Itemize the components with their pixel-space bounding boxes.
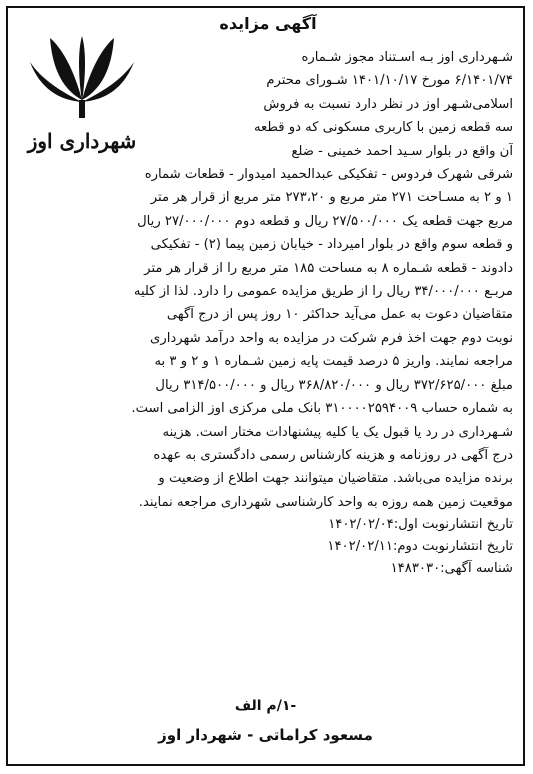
body-line: شـهرداری در رد یا قبول یک یا کلیه پیشنهادات مختار است. هزینه: [162, 424, 513, 440]
signature: مسعود کراماتی - شهردار اوز: [158, 726, 373, 744]
body-line: ۱ و ۲ به مسـاحت ۲۷۱ متر مربع و ۲۷۳،۲۰ متر مربع از قرار هر متر: [150, 190, 513, 206]
body-line: به شماره حساب ۳۱۰۰۰۰۲۵۹۴۰۰۹ بانک ملی مرکزی اوز الزامی است.: [131, 401, 513, 417]
notice-id: شناسه آگهی:۱۴۸۳۰۳۰: [390, 561, 513, 577]
body-line: متقاضیان دعوت به عمل می‌آید حداکثر ۱۰ روز پس از درج آگهی: [166, 307, 513, 323]
body-line: و قطعه سوم واقع در بلوار امیرداد - خیابان زمین پیما (۲) - تفکیکی: [150, 237, 513, 253]
body-line: مراجعه نمایند. واریز ۵ درصد قیمت پایه زمین شـماره ۱ و ۲ و ۳ به: [154, 354, 513, 370]
body-line: مربع جهت قطعه یک ۲۷/۵۰۰/۰۰۰ ریال و قطعه دوم ۲۷/۰۰۰/۰۰۰ ریال: [137, 213, 513, 229]
body-line: شرقی شهرک فردوس - تفکیکی عبدالحمید امیدوار - قطعات شماره: [144, 167, 513, 183]
notice-body: [13, 46, 513, 580]
publish-date-first: تاریخ انتشارنوبت اول:۱۴۰۲/۰۲/۰۴: [328, 517, 513, 533]
notice-frame: [6, 6, 525, 766]
body-line: موقعیت زمین همه روزه به واحد کارشناسی شهرداری مراجعه نمایند.: [138, 494, 513, 510]
body-line: دادوند - قطعه شـماره ۸ به مساحت ۱۸۵ متر مربع را از قرار هر متر: [144, 260, 513, 276]
body-line: مربـع ۳۴/۰۰۰/۰۰۰ ریال را از طریق مزایده عمومی را دارد. لذا از کلیه: [133, 284, 513, 300]
body-line: مبلغ ۳۷۲/۶۲۵/۰۰۰ ریال و ۳۶۸/۸۲۰/۰۰۰ ریال و ۳۱۴/۵۰۰/۰۰۰ ریال: [155, 377, 513, 393]
logo-text: شهرداری اوز: [27, 129, 137, 153]
reference-code: -۱/م الف: [234, 698, 297, 714]
body-line: اسلامی‌شـهر اوز در نظر دارد نسبت به فروش: [263, 96, 513, 112]
body-line: ۶/۱۴۰۱/۷۴ مورخ ۱۴۰۱/۱۰/۱۷ شـورای محترم: [266, 73, 513, 89]
notice-title: آگهی مزایده: [219, 14, 317, 33]
body-line: برنده مزایده می‌باشد. متقاضیان میتوانند جهت اطلاع از وضعیت و: [158, 471, 513, 487]
body-line: نوبت دوم جهت اخذ فرم شرکت در مزایده به واحد درآمد شهرداری: [150, 330, 513, 346]
body-line: سه قطعه زمین با کاربری مسکونی که دو قطعه: [253, 120, 513, 136]
publish-date-second: تاریخ انتشارنوبت دوم:۱۴۰۲/۰۲/۱۱: [327, 539, 513, 555]
body-line: شـهرداری اوز بـه اسـتناد مجوز شـماره: [301, 50, 513, 65]
body-line: درج آگهی در روزنامه و هزینه کارشناس رسمی دادگستری به عهده: [153, 447, 513, 463]
body-line: آن واقع در بلوار سـید احمد خمینی - ضلع: [291, 143, 513, 159]
